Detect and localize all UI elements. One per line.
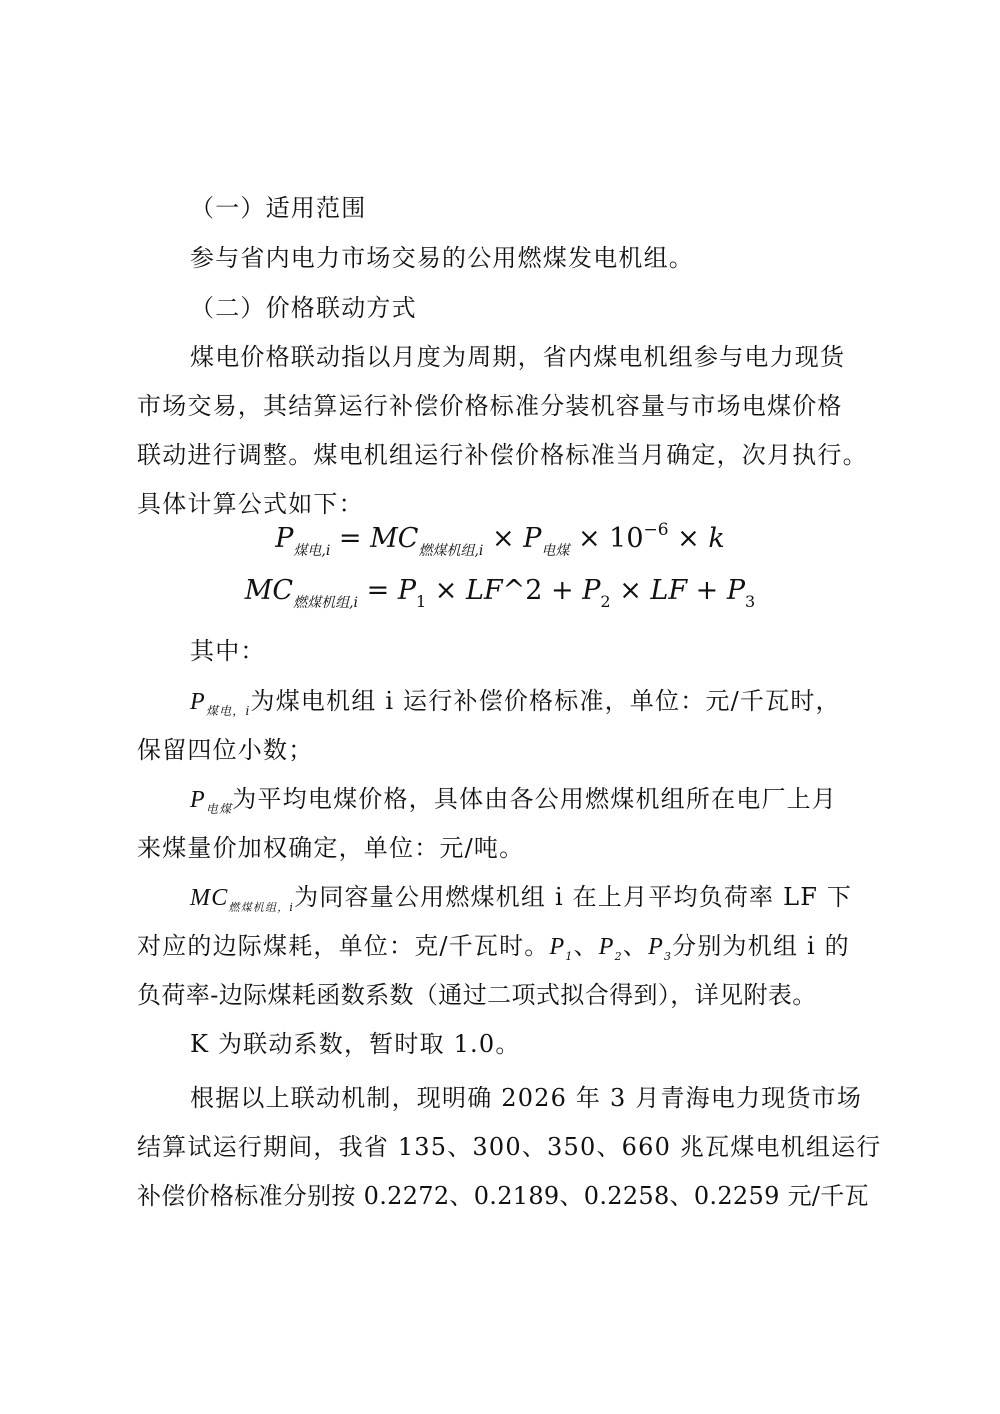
paragraph-line: 联动进行调整。煤电机组运行补偿价格标准当月确定，次月执行。 — [137, 441, 868, 469]
result-line: 结算试运行期间，我省 135、300、350、660 兆瓦煤电机组运行 — [137, 1133, 882, 1161]
formula-operator: = — [330, 523, 371, 554]
section-heading-scope: （一）适用范围 — [190, 194, 367, 222]
variable-subscript: 2 — [614, 950, 623, 963]
formula-operator: × — [668, 523, 709, 554]
formula-symbol: MC — [244, 575, 294, 606]
formula-operator: + — [687, 575, 727, 606]
definition-price — [190, 686, 880, 720]
formula-symbol: P — [582, 575, 601, 606]
section-heading-linkage: （二）价格联动方式 — [190, 294, 417, 322]
formula-symbol: P — [726, 575, 746, 606]
formula-symbol: k — [708, 523, 725, 554]
formula-symbol: P — [397, 575, 416, 606]
variable-subscript: 燃煤机组，i — [228, 901, 295, 914]
formula-subscript: 燃煤机组,i — [293, 595, 359, 611]
formula-operator: × — [610, 575, 651, 606]
definition-k: K 为联动系数，暂时取 1.0。 — [190, 1030, 521, 1058]
definition-text: 来煤量价加权确定，单位：元/吨。 — [137, 834, 525, 862]
formula-exponent: −6 — [643, 520, 669, 540]
definition-text: 分别为机组 i 的 — [672, 932, 850, 960]
formula-operator: × — [569, 523, 610, 554]
formula-power: ^2 — [502, 575, 543, 606]
formula-subscript: 3 — [745, 592, 756, 611]
formula-subscript: 燃煤机组,i — [418, 543, 484, 559]
formula-operator: = — [358, 575, 398, 606]
variable-symbol: P — [549, 934, 566, 960]
formula-symbol: P — [275, 523, 294, 554]
formula-subscript: 1 — [415, 592, 427, 611]
variable-subscript: 电煤 — [205, 802, 233, 816]
variable-subscript: 1 — [565, 950, 574, 963]
formula-operator: × — [426, 575, 466, 606]
paragraph-line: 煤电价格联动指以月度为周期，省内煤电机组参与电力现货 — [190, 343, 846, 371]
variable-symbol: P — [190, 689, 206, 715]
definition-coal-price — [190, 784, 880, 818]
separator: 、 — [573, 932, 599, 960]
variable-symbol: P — [190, 787, 206, 813]
formula-symbol: LF — [650, 575, 688, 606]
scope-paragraph: 参与省内电力市场交易的公用燃煤发电机组。 — [190, 244, 694, 272]
variable-symbol: P — [598, 934, 615, 960]
formula-subscript: 煤电,i — [293, 543, 331, 559]
variable-subscript: 煤电，i — [205, 704, 251, 718]
definition-text: 为同容量公用燃煤机组 i 在上月平均负荷率 LF 下 — [294, 883, 853, 911]
formula-symbol: LF — [465, 575, 503, 606]
formula-marginal-coal — [0, 574, 1000, 612]
definition-text: 保留四位小数； — [137, 736, 314, 764]
definition-text: 为煤电机组 i 运行补偿价格标准，单位：元/千瓦时， — [250, 687, 841, 715]
result-line: 补偿价格标准分别按 0.2272、0.2189、0.2258、0.2259 元/千瓦 — [137, 1182, 869, 1210]
variable-symbol: MC — [190, 885, 229, 911]
definition-coefficients — [137, 931, 877, 966]
definition-text: 对应的边际煤耗，单位：克/千瓦时。 — [137, 932, 550, 960]
result-line: 根据以上联动机制，现明确 2026 年 3 月青海电力现货市场 — [190, 1084, 863, 1112]
separator: 、 — [622, 932, 649, 960]
formula-operator: × — [483, 523, 524, 554]
formula-symbol: P — [523, 523, 542, 554]
formula-symbol: MC — [370, 523, 419, 554]
definition-text: 负荷率-边际煤耗函数系数（通过二项式拟合得到），详见附表。 — [137, 981, 817, 1009]
paragraph-line: 具体计算公式如下： — [137, 490, 364, 518]
definition-text: 为平均电煤价格，具体由各公用燃煤机组所在电厂上月 — [232, 785, 838, 813]
formula-subscript: 电煤 — [541, 543, 570, 559]
formula-subscript: 2 — [600, 592, 611, 611]
variable-symbol: P — [648, 934, 664, 960]
where-label: 其中： — [190, 637, 266, 665]
formula-price — [0, 522, 1000, 560]
variable-subscript: 3 — [663, 950, 673, 963]
formula-operator: + — [542, 575, 583, 606]
definition-marginal-coal — [190, 882, 880, 917]
paragraph-line: 市场交易，其结算运行补偿价格标准分装机容量与市场电煤价格 — [137, 392, 843, 420]
formula-number: 10 — [609, 523, 644, 554]
